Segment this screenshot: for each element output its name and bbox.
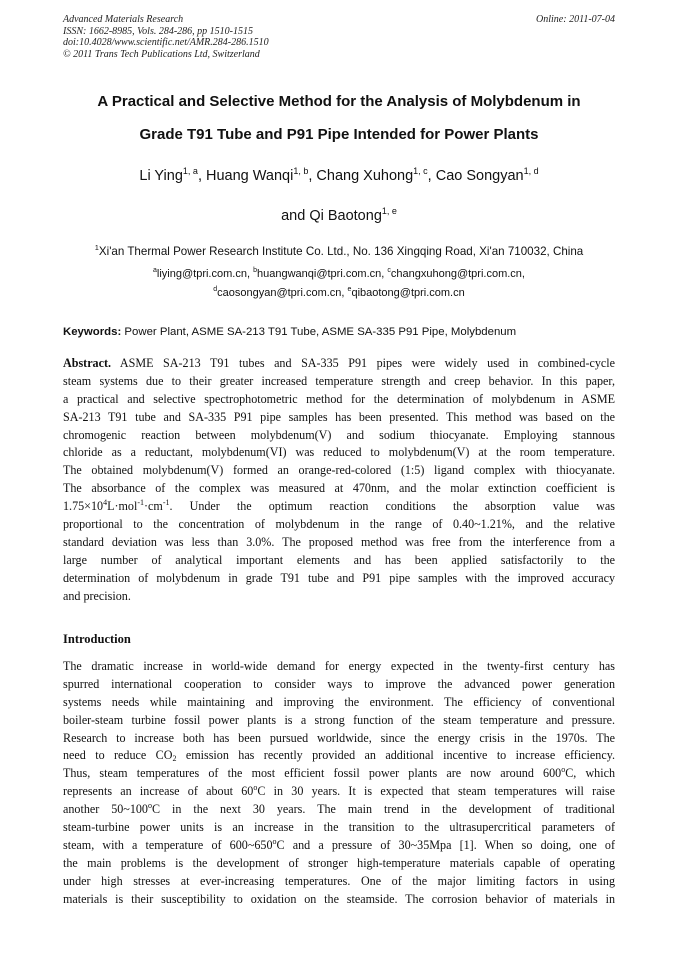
affiliation-mark: 1 <box>94 243 99 252</box>
email-link[interactable]: liying@tpri.com.cn, <box>156 268 251 280</box>
author-name: Cao Songyan <box>435 168 524 184</box>
online-date: Online: 2011-07-04 <box>536 14 615 25</box>
doi-line: doi:10.4028/www.scientific.net/AMR.284-286.1510 <box>63 37 269 48</box>
intro-text: need to reduce CO <box>63 748 173 763</box>
superscript: o <box>561 765 566 775</box>
author-list: Li Ying$^{1, a}$, Huang Wanqi$^{1, b}$, Chang Xuhong$^{1, c}$, Cao Songyan$^{1, d}$ <box>139 166 539 184</box>
paper-title-line-1: A Practical and Selective Method for the Analysis of Molybdenum in <box>97 93 581 110</box>
email-line-2 <box>40 287 638 299</box>
intro-text: emission has recently provided an additional incentive to increase efficiency. <box>176 748 615 763</box>
author-name: Huang Wanqi <box>206 168 294 184</box>
abstract-line: proportional to the concentration of molybdenum in the range of 0.40~1.21%, and the relative <box>63 517 615 532</box>
intro-line <box>63 783 615 801</box>
intro-line <box>63 747 615 765</box>
superscript: o <box>147 801 152 811</box>
email-mark: e <box>347 286 352 293</box>
email-link[interactable]: caosongyan@tpri.com.cn, <box>217 287 345 299</box>
email-link[interactable]: changxuhong@tpri.com.cn, <box>390 268 525 280</box>
superscript: -1 <box>137 498 144 508</box>
email-line-1 <box>40 268 638 280</box>
intro-line <box>63 765 615 783</box>
author-name: Li Ying <box>139 168 183 184</box>
intro-line <box>63 837 615 855</box>
abstract-line: and precision. <box>63 588 131 603</box>
intro-line: spurred international cooperation to consider ways to improve the advanced power generation <box>63 676 615 691</box>
author-affil-mark: 1, d <box>523 166 539 176</box>
author-name: Qi Baotong <box>309 208 382 224</box>
abstract-line: chloride as a reductant, molybdenum(VI) was reduced to molybdenum(V) at the room temperature. <box>63 445 615 460</box>
intro-text: C and a pressure of 30~35Mpa [1]. When so doing, one of <box>276 837 615 852</box>
intro-text: Thus, steam temperatures of the most efficient fossil power plants are now around 600 <box>63 766 562 781</box>
abstract-line: SA-213 T91 tube and SA-335 P91 pipe samples has been presented. This method was based on the <box>63 409 615 424</box>
email-mark: d <box>213 286 218 293</box>
intro-line <box>63 801 615 819</box>
abstract-line: The obtained molybdenum(V) formed an orange-red-colored (1:5) ligand complex with thiocyanate. <box>63 463 615 478</box>
author-affil-mark: 1, c <box>413 166 428 176</box>
author-affil-mark: 1, e <box>381 206 397 216</box>
journal-name: Advanced Materials Research <box>63 14 184 25</box>
superscript: -1 <box>162 498 170 508</box>
section-heading-introduction: Introduction <box>63 632 131 646</box>
intro-line: systems needs while maintaining and improving the environment. The efficiency of conventional <box>63 694 615 709</box>
abstract <box>63 355 615 605</box>
intro-line: boiler-steam turbine fossil power plants is a strong function of the steam temperature and pressure. <box>63 712 615 727</box>
author-list-line-2 <box>40 208 638 224</box>
superscript: o <box>272 836 277 846</box>
author-affil-mark: 1, a <box>182 166 198 176</box>
abstract-line: steam systems due to their greater increased temperature strength and creep behavior. In this paper, <box>63 373 615 388</box>
intro-line: Research to increase both has been pursued worldwide, since the energy crisis in the 1970s. The <box>63 730 615 745</box>
affiliation-text: Xi'an Thermal Power Research Institute Co. Ltd., No. 136 Xingqing Road, Xi'an 710032, China <box>98 245 584 258</box>
abstract-text: 1.75×10 <box>63 499 104 514</box>
intro-text: steam, with a temperature of 600~650 <box>63 837 273 852</box>
abstract-line: The absorbance of the complex was measured at 470nm, and the molar extinction coefficient is <box>63 481 615 496</box>
intro-line: The dramatic increase in world-wide demand for energy expected in the twenty-first century has <box>63 659 615 673</box>
issn-line: ISSN: 1662-8985, Vols. 284-286, pp 1510-1515 <box>63 25 253 37</box>
paper-title-line-2: Grade T91 Tube and P91 Pipe Intended for Power Plants <box>139 126 539 143</box>
abstract-label: Abstract. <box>63 356 112 370</box>
abstract-line: determination of molybdenum in grade T91 tube and P91 pipe samples with the improved accuracy <box>63 570 615 585</box>
intro-line: the main problems is the development of stronger high-temperature materials capable of operating <box>63 855 615 870</box>
keywords-label: Keywords: <box>63 326 122 338</box>
superscript: 4 <box>103 498 108 508</box>
intro-text: another 50~100 <box>63 802 148 817</box>
abstract-text: ·cm <box>144 499 163 514</box>
abstract-line: large number of analytical important elements and has been applied satisfactorily to the <box>63 552 615 567</box>
intro-text: C, which <box>565 766 615 781</box>
superscript: o <box>253 783 258 793</box>
copyright-line: © 2011 Trans Tech Publications Ltd, Switzerland <box>63 48 260 60</box>
intro-line: steam-turbine power units is an increase in the transition to the ultrasupercritical parameters of <box>63 820 615 835</box>
author-affil-mark: 1, b <box>293 166 309 176</box>
abstract-line <box>63 355 615 373</box>
abstract-line: a practical and selective spectrophotometric method for the determination of molybdenum in ASME <box>63 391 615 406</box>
abstract-line <box>63 498 615 516</box>
email-link[interactable]: huangwanqi@tpri.com.cn, <box>256 268 385 280</box>
affiliation <box>40 245 638 258</box>
intro-line: materials is their susceptibility to oxidation on the steamside. The corrosion behavior of materials in <box>63 891 615 906</box>
abstract-text: L·mol <box>107 499 138 514</box>
keywords-text: Power Plant, ASME SA-213 T91 Tube, ASME SA-335 P91 Pipe, Molybdenum <box>124 326 517 338</box>
intro-line: under high stresses at ever-increasing temperatures. One of the major limiting factors in using <box>63 873 615 888</box>
subscript: 2 <box>172 754 177 764</box>
journal-header <box>63 14 615 60</box>
author-and: and <box>281 208 306 224</box>
email-link[interactable]: qibaotong@tpri.com.cn <box>351 287 465 299</box>
intro-text: C in 30 years. It is expected that steam temperatures will raise <box>257 784 615 799</box>
abstract-line: standard deviation was less than 3.0%. The proposed method was free from the interference from a <box>63 534 615 549</box>
intro-text: C in the next 30 years. The main trend in the development of traditional <box>151 802 615 817</box>
email-mark: c <box>387 267 391 274</box>
intro-text: represents an increase of about 60 <box>63 784 254 799</box>
abstract-line: chromogenic reaction between molybdenum(V) and sodium thiocyanate. Employing stannous <box>63 427 615 442</box>
abstract-text: . Under the optimum reaction conditions the absorption value was <box>169 499 615 514</box>
abstract-text: ASME SA-213 T91 tubes and SA-335 P91 pipes were widely used in combined-cycle <box>119 356 615 370</box>
email-mark: b <box>253 267 257 274</box>
introduction-body <box>63 658 615 908</box>
keywords <box>63 326 516 338</box>
author-name: Chang Xuhong <box>316 168 414 184</box>
email-mark: a <box>153 267 157 274</box>
